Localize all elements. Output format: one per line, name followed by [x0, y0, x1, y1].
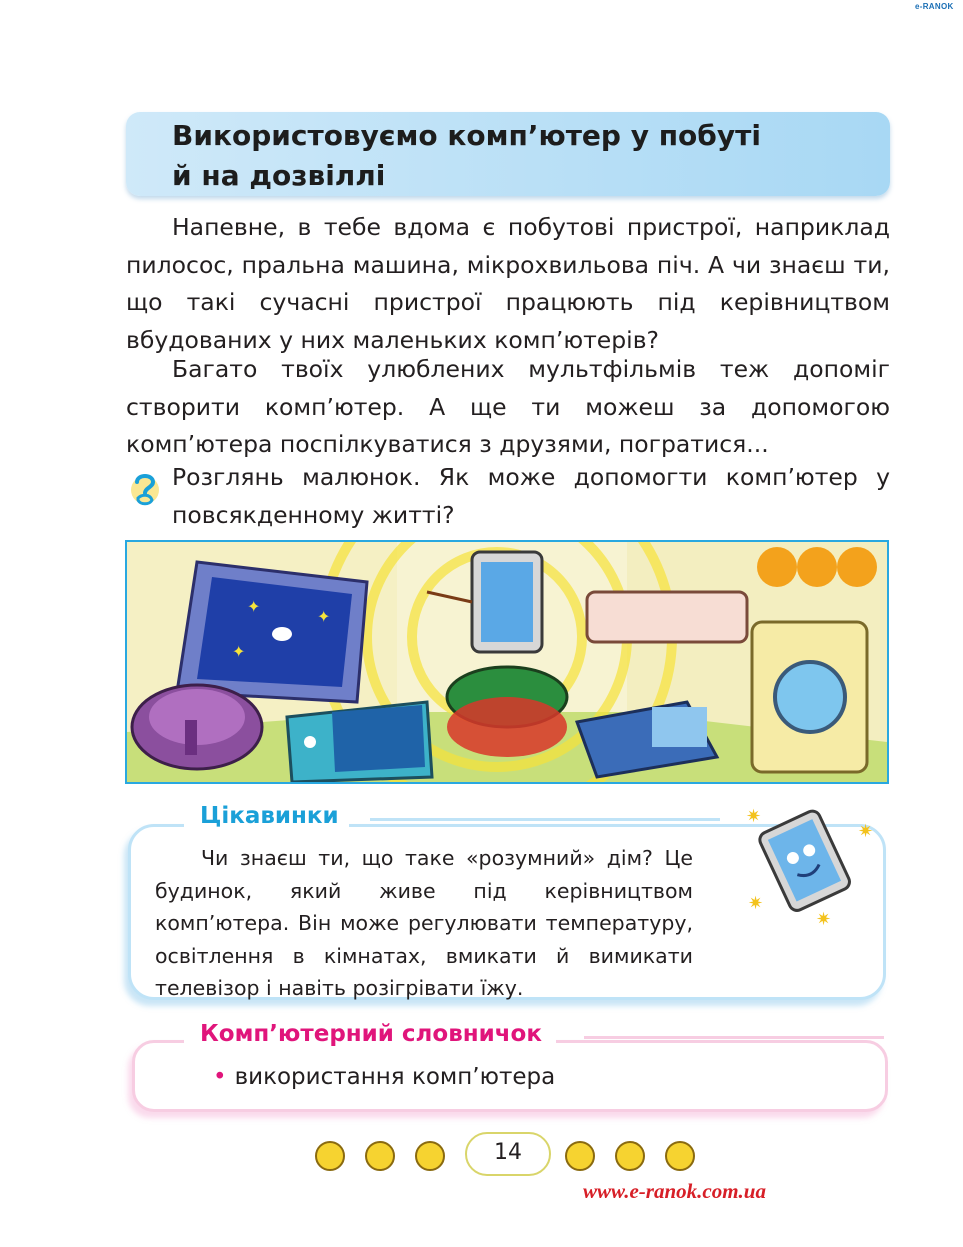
question-icon [128, 470, 162, 508]
dictionary-item-text: використання комп’ютера [234, 1064, 556, 1090]
facts-text [155, 842, 693, 1005]
svg-text:✦: ✦ [317, 607, 331, 626]
facts-heading-rule [370, 818, 720, 821]
publisher-logo: e-RANOK [915, 2, 954, 11]
dictionary-heading-rule [584, 1036, 884, 1039]
svg-text:✦: ✦ [247, 597, 261, 616]
tablet-mascot-icon [738, 797, 878, 927]
tv-icon [177, 562, 367, 702]
svg-text:✷: ✷ [748, 893, 764, 914]
facts-paragraph: Чи знаєш ти, що таке «розумний» дім? Це будинок, який живе під керівництвом комп’ютера. Він може регулювати температуру, освітлення в кімнатах, вмикати й вимикати телевізор і навіть розігрівати їжу. [155, 846, 693, 1000]
section-title [172, 116, 872, 196]
svg-text:✷: ✷ [746, 806, 762, 827]
section-title-line-2: й на дозвіллі [172, 159, 386, 192]
lamps-icon [757, 547, 877, 587]
washing-machine-icon [752, 622, 867, 772]
question-text: Розглянь малюнок. Як може допомогти комп’ютер у повсякденному житті? [172, 463, 890, 529]
dictionary-item [213, 1064, 555, 1090]
smiley-row-right-icon [555, 1134, 705, 1178]
microwave-icon [287, 702, 432, 782]
svg-text:✷: ✷ [858, 821, 874, 842]
svg-text:✷: ✷ [816, 909, 832, 927]
intro-paragraph: Напевне, в тебе вдома є побутові пристрої, наприклад пилосос, пральна машина, мікрохвильова піч. А чи знаєш ти, що такі сучасні пристрої працюють під керівництвом вбудованих у них маленьких комп’ютерів? [126, 213, 890, 354]
air-conditioner-icon [587, 592, 747, 642]
page-number: 14 [494, 1140, 522, 1165]
robot-vacuum-icon [132, 685, 262, 769]
smiley-row-left-icon [305, 1134, 465, 1178]
svg-text:✦: ✦ [232, 642, 246, 661]
smart-devices-illustration [125, 540, 889, 784]
cartoons-paragraph: Багато твоїх улюблених мультфільмів теж допоміг створити комп’ютер. А ще ти можеш за допомогою комп’ютера поспілкуватися з друзями, погратися... [126, 355, 890, 458]
facts-heading: Цікавинки [184, 803, 349, 829]
website-link[interactable]: www.e-ranok.com.ua [583, 1179, 766, 1203]
section-title-line-1: Використовуємо комп’ютер у побуті [172, 119, 761, 152]
bullet-icon: • [213, 1064, 227, 1090]
dictionary-heading: Комп’ютерний словничок [184, 1021, 556, 1047]
